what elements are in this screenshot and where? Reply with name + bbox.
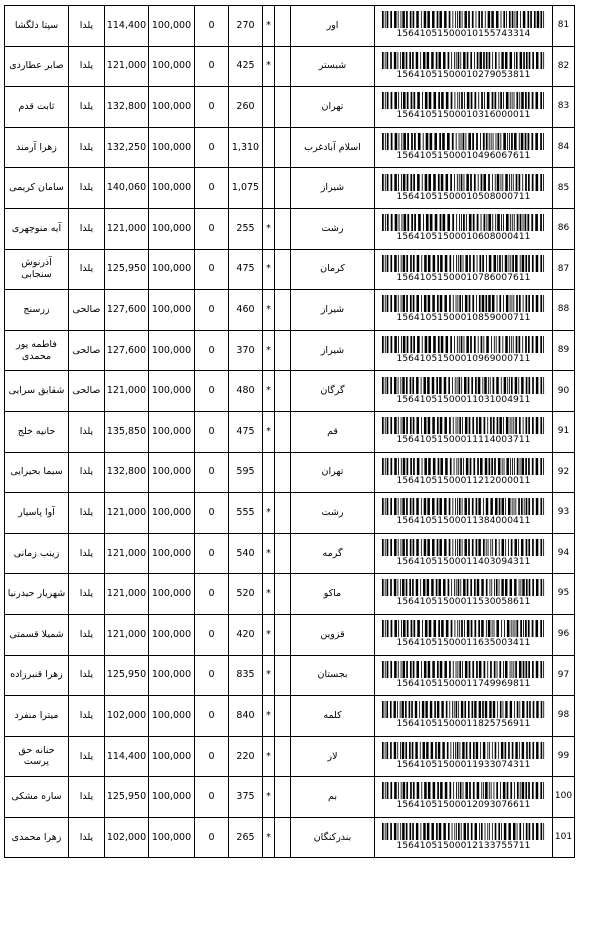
empty-cell	[275, 411, 291, 452]
barcode-number: 15641051500011384000411	[396, 516, 531, 527]
branch-cell: یلدا	[69, 493, 105, 534]
barcode-icon	[382, 92, 546, 109]
extra-fee-cell: 0	[195, 533, 229, 574]
barcode-number: 15641051500011530058611	[396, 597, 531, 608]
extra-fee-cell: 0	[195, 330, 229, 371]
table-row	[5, 493, 575, 534]
recipient-name-cell: حانیه خلج	[5, 411, 69, 452]
barcode-icon	[382, 11, 546, 28]
row-number-cell: 92	[553, 452, 575, 493]
branch-cell: صالحی	[69, 330, 105, 371]
total-amount-cell: 121,000	[105, 533, 149, 574]
destination-city-cell: بندرکنگان	[291, 817, 375, 858]
barcode-cell	[375, 87, 553, 128]
barcode-icon	[382, 458, 546, 475]
recipient-name-cell: آذرنوش سنجابی	[5, 249, 69, 290]
recipient-name-cell: شهریار حیدرنیا	[5, 574, 69, 615]
weight-cell: 460	[229, 290, 263, 331]
recipient-name-cell: فاطمه پور محمدی	[5, 330, 69, 371]
empty-cell	[275, 46, 291, 87]
shipment-sheet	[4, 5, 575, 858]
table-row	[5, 6, 575, 47]
empty-cell	[275, 290, 291, 331]
total-amount-cell: 102,000	[105, 696, 149, 737]
base-amount-cell: 100,000	[149, 696, 195, 737]
weight-cell: 270	[229, 6, 263, 47]
weight-cell: 595	[229, 452, 263, 493]
row-number-cell: 101	[553, 817, 575, 858]
mark-cell: *	[263, 655, 275, 696]
base-amount-cell: 100,000	[149, 533, 195, 574]
weight-cell: 255	[229, 208, 263, 249]
total-amount-cell: 140,060	[105, 168, 149, 209]
barcode-number: 15641051500011114003711	[396, 435, 531, 446]
base-amount-cell: 100,000	[149, 46, 195, 87]
extra-fee-cell: 0	[195, 614, 229, 655]
branch-cell: یلدا	[69, 249, 105, 290]
table-row	[5, 696, 575, 737]
mark-cell: *	[263, 290, 275, 331]
table-row	[5, 777, 575, 818]
barcode-cell	[375, 493, 553, 534]
barcode-icon	[382, 295, 546, 312]
barcode-icon	[382, 742, 546, 759]
barcode-number: 15641051500011031004911	[396, 394, 531, 405]
base-amount-cell: 100,000	[149, 208, 195, 249]
recipient-name-cell: میترا منفرد	[5, 696, 69, 737]
row-number-cell: 86	[553, 208, 575, 249]
barcode-number: 15641051500010786007611	[396, 272, 531, 283]
extra-fee-cell: 0	[195, 87, 229, 128]
base-amount-cell: 100,000	[149, 290, 195, 331]
total-amount-cell: 102,000	[105, 817, 149, 858]
weight-cell: 420	[229, 614, 263, 655]
recipient-name-cell: ساره مشکی	[5, 777, 69, 818]
empty-cell	[275, 696, 291, 737]
base-amount-cell: 100,000	[149, 371, 195, 412]
branch-cell: یلدا	[69, 127, 105, 168]
row-number-cell: 97	[553, 655, 575, 696]
base-amount-cell: 100,000	[149, 249, 195, 290]
weight-cell: 520	[229, 574, 263, 615]
extra-fee-cell: 0	[195, 46, 229, 87]
total-amount-cell: 135,850	[105, 411, 149, 452]
extra-fee-cell: 0	[195, 655, 229, 696]
total-amount-cell: 114,400	[105, 736, 149, 777]
weight-cell: 375	[229, 777, 263, 818]
destination-city-cell: قم	[291, 411, 375, 452]
table-row	[5, 168, 575, 209]
recipient-name-cell: سامان کریمی	[5, 168, 69, 209]
extra-fee-cell: 0	[195, 574, 229, 615]
extra-fee-cell: 0	[195, 817, 229, 858]
destination-city-cell: شیراز	[291, 330, 375, 371]
barcode-number: 15641051500011212000011	[396, 475, 531, 486]
destination-city-cell: رشت	[291, 208, 375, 249]
table-row	[5, 411, 575, 452]
total-amount-cell: 132,800	[105, 87, 149, 128]
extra-fee-cell: 0	[195, 696, 229, 737]
barcode-icon	[382, 255, 546, 272]
total-amount-cell: 125,950	[105, 777, 149, 818]
weight-cell: 475	[229, 411, 263, 452]
barcode-cell	[375, 736, 553, 777]
table-row	[5, 290, 575, 331]
extra-fee-cell: 0	[195, 249, 229, 290]
barcode-icon	[382, 133, 546, 150]
total-amount-cell: 121,000	[105, 208, 149, 249]
weight-cell: 540	[229, 533, 263, 574]
extra-fee-cell: 0	[195, 411, 229, 452]
branch-cell: صالحی	[69, 290, 105, 331]
mark-cell: *	[263, 493, 275, 534]
barcode-number: 15641051500010279053811	[396, 69, 531, 80]
barcode-number: 15641051500011825756911	[396, 719, 531, 730]
branch-cell: یلدا	[69, 168, 105, 209]
barcode-number: 15641051500010608000411	[396, 232, 531, 243]
weight-cell: 370	[229, 330, 263, 371]
barcode-icon	[382, 823, 546, 840]
table-row	[5, 452, 575, 493]
table-row	[5, 249, 575, 290]
mark-cell: *	[263, 330, 275, 371]
destination-city-cell: رشت	[291, 493, 375, 534]
empty-cell	[275, 87, 291, 128]
barcode-cell	[375, 614, 553, 655]
table-row	[5, 655, 575, 696]
recipient-name-cell: آوا پاسیار	[5, 493, 69, 534]
total-amount-cell: 125,950	[105, 655, 149, 696]
mark-cell: *	[263, 249, 275, 290]
destination-city-cell: اسلام آبادغرب	[291, 127, 375, 168]
total-amount-cell: 121,000	[105, 46, 149, 87]
barcode-cell	[375, 696, 553, 737]
barcode-cell	[375, 574, 553, 615]
empty-cell	[275, 208, 291, 249]
shipment-table	[4, 5, 575, 858]
weight-cell: 1,075	[229, 168, 263, 209]
destination-city-cell: بجستان	[291, 655, 375, 696]
base-amount-cell: 100,000	[149, 493, 195, 534]
base-amount-cell: 100,000	[149, 6, 195, 47]
branch-cell: یلدا	[69, 777, 105, 818]
table-row	[5, 46, 575, 87]
mark-cell	[263, 452, 275, 493]
base-amount-cell: 100,000	[149, 736, 195, 777]
empty-cell	[275, 777, 291, 818]
extra-fee-cell: 0	[195, 208, 229, 249]
barcode-number: 15641051500010508000711	[396, 191, 531, 202]
mark-cell: *	[263, 736, 275, 777]
barcode-number: 15641051500010155743314	[396, 29, 531, 40]
table-row	[5, 614, 575, 655]
barcode-icon	[382, 579, 546, 596]
base-amount-cell: 100,000	[149, 87, 195, 128]
barcode-cell	[375, 533, 553, 574]
barcode-icon	[382, 782, 546, 799]
barcode-icon	[382, 620, 546, 637]
barcode-cell	[375, 452, 553, 493]
destination-city-cell: اور	[291, 6, 375, 47]
recipient-name-cell: زهرا قنبرزاده	[5, 655, 69, 696]
total-amount-cell: 121,000	[105, 574, 149, 615]
total-amount-cell: 121,000	[105, 614, 149, 655]
branch-cell: یلدا	[69, 6, 105, 47]
base-amount-cell: 100,000	[149, 127, 195, 168]
empty-cell	[275, 614, 291, 655]
mark-cell: *	[263, 208, 275, 249]
barcode-icon	[382, 214, 546, 231]
table-row	[5, 87, 575, 128]
empty-cell	[275, 817, 291, 858]
destination-city-cell: لار	[291, 736, 375, 777]
weight-cell: 480	[229, 371, 263, 412]
mark-cell: *	[263, 696, 275, 737]
branch-cell: یلدا	[69, 736, 105, 777]
row-number-cell: 89	[553, 330, 575, 371]
branch-cell: یلدا	[69, 533, 105, 574]
total-amount-cell: 121,000	[105, 493, 149, 534]
weight-cell: 555	[229, 493, 263, 534]
extra-fee-cell: 0	[195, 6, 229, 47]
row-number-cell: 88	[553, 290, 575, 331]
table-row	[5, 208, 575, 249]
barcode-cell	[375, 249, 553, 290]
total-amount-cell: 127,600	[105, 330, 149, 371]
barcode-cell	[375, 777, 553, 818]
empty-cell	[275, 127, 291, 168]
mark-cell: *	[263, 614, 275, 655]
row-number-cell: 98	[553, 696, 575, 737]
row-number-cell: 84	[553, 127, 575, 168]
mark-cell	[263, 87, 275, 128]
mark-cell	[263, 168, 275, 209]
row-number-cell: 90	[553, 371, 575, 412]
mark-cell: *	[263, 574, 275, 615]
row-number-cell: 95	[553, 574, 575, 615]
total-amount-cell: 125,950	[105, 249, 149, 290]
branch-cell: یلدا	[69, 817, 105, 858]
mark-cell: *	[263, 777, 275, 818]
barcode-icon	[382, 539, 546, 556]
barcode-cell	[375, 127, 553, 168]
base-amount-cell: 100,000	[149, 817, 195, 858]
branch-cell: یلدا	[69, 46, 105, 87]
extra-fee-cell: 0	[195, 168, 229, 209]
destination-city-cell: ماکو	[291, 574, 375, 615]
row-number-cell: 100	[553, 777, 575, 818]
row-number-cell: 85	[553, 168, 575, 209]
branch-cell: یلدا	[69, 411, 105, 452]
recipient-name-cell: صابر عطاردی	[5, 46, 69, 87]
barcode-icon	[382, 174, 546, 191]
empty-cell	[275, 6, 291, 47]
table-row	[5, 736, 575, 777]
mark-cell: *	[263, 817, 275, 858]
barcode-cell	[375, 46, 553, 87]
barcode-cell	[375, 371, 553, 412]
branch-cell: یلدا	[69, 696, 105, 737]
weight-cell: 840	[229, 696, 263, 737]
weight-cell: 265	[229, 817, 263, 858]
table-row	[5, 533, 575, 574]
destination-city-cell: کلمه	[291, 696, 375, 737]
empty-cell	[275, 371, 291, 412]
destination-city-cell: شیراز	[291, 168, 375, 209]
empty-cell	[275, 330, 291, 371]
row-number-cell: 82	[553, 46, 575, 87]
total-amount-cell: 132,250	[105, 127, 149, 168]
barcode-number: 15641051500012093076611	[396, 800, 531, 811]
extra-fee-cell: 0	[195, 290, 229, 331]
mark-cell: *	[263, 411, 275, 452]
barcode-icon	[382, 498, 546, 515]
barcode-icon	[382, 661, 546, 678]
base-amount-cell: 100,000	[149, 168, 195, 209]
destination-city-cell: کرمان	[291, 249, 375, 290]
recipient-name-cell: سیما بحیرایی	[5, 452, 69, 493]
table-row	[5, 574, 575, 615]
table-row	[5, 330, 575, 371]
weight-cell: 220	[229, 736, 263, 777]
barcode-number: 15641051500010316000011	[396, 110, 531, 121]
extra-fee-cell: 0	[195, 127, 229, 168]
barcode-number: 15641051500011933074311	[396, 759, 531, 770]
base-amount-cell: 100,000	[149, 655, 195, 696]
branch-cell: یلدا	[69, 87, 105, 128]
base-amount-cell: 100,000	[149, 330, 195, 371]
barcode-icon	[382, 701, 546, 718]
destination-city-cell: شیراز	[291, 290, 375, 331]
recipient-name-cell: زرسنج	[5, 290, 69, 331]
destination-city-cell: گرگان	[291, 371, 375, 412]
barcode-cell	[375, 290, 553, 331]
mark-cell: *	[263, 46, 275, 87]
empty-cell	[275, 736, 291, 777]
empty-cell	[275, 168, 291, 209]
mark-cell	[263, 127, 275, 168]
weight-cell: 260	[229, 87, 263, 128]
recipient-name-cell: شقایق سرایی	[5, 371, 69, 412]
barcode-number: 15641051500011749969811	[396, 678, 531, 689]
empty-cell	[275, 452, 291, 493]
weight-cell: 1,310	[229, 127, 263, 168]
barcode-number: 15641051500011403094311	[396, 556, 531, 567]
destination-city-cell: بم	[291, 777, 375, 818]
barcode-cell	[375, 208, 553, 249]
recipient-name-cell: حنانه حق پرست	[5, 736, 69, 777]
mark-cell: *	[263, 6, 275, 47]
recipient-name-cell: شمیلا قسمتی	[5, 614, 69, 655]
row-number-cell: 87	[553, 249, 575, 290]
recipient-name-cell: زینب زمانی	[5, 533, 69, 574]
total-amount-cell: 127,600	[105, 290, 149, 331]
barcode-cell	[375, 655, 553, 696]
branch-cell: یلدا	[69, 655, 105, 696]
destination-city-cell: تهران	[291, 452, 375, 493]
barcode-icon	[382, 377, 546, 394]
total-amount-cell: 132,800	[105, 452, 149, 493]
base-amount-cell: 100,000	[149, 777, 195, 818]
barcode-number: 15641051500010969000711	[396, 353, 531, 364]
recipient-name-cell: سپتا دلگشا	[5, 6, 69, 47]
row-number-cell: 91	[553, 411, 575, 452]
empty-cell	[275, 249, 291, 290]
row-number-cell: 99	[553, 736, 575, 777]
mark-cell: *	[263, 533, 275, 574]
barcode-cell	[375, 168, 553, 209]
extra-fee-cell: 0	[195, 736, 229, 777]
barcode-icon	[382, 417, 546, 434]
barcode-cell	[375, 6, 553, 47]
table-row	[5, 371, 575, 412]
extra-fee-cell: 0	[195, 452, 229, 493]
destination-city-cell: شبستر	[291, 46, 375, 87]
recipient-name-cell: زهرا محمدی	[5, 817, 69, 858]
barcode-number: 15641051500010496067611	[396, 150, 531, 161]
base-amount-cell: 100,000	[149, 411, 195, 452]
branch-cell: یلدا	[69, 208, 105, 249]
row-number-cell: 94	[553, 533, 575, 574]
recipient-name-cell: زهرا آرمند	[5, 127, 69, 168]
empty-cell	[275, 533, 291, 574]
empty-cell	[275, 655, 291, 696]
extra-fee-cell: 0	[195, 777, 229, 818]
weight-cell: 475	[229, 249, 263, 290]
barcode-number: 15641051500010859000711	[396, 313, 531, 324]
branch-cell: یلدا	[69, 614, 105, 655]
base-amount-cell: 100,000	[149, 614, 195, 655]
weight-cell: 425	[229, 46, 263, 87]
barcode-cell	[375, 817, 553, 858]
empty-cell	[275, 493, 291, 534]
extra-fee-cell: 0	[195, 493, 229, 534]
barcode-icon	[382, 336, 546, 353]
recipient-name-cell: آیه منوچهری	[5, 208, 69, 249]
destination-city-cell: قزوین	[291, 614, 375, 655]
mark-cell: *	[263, 371, 275, 412]
barcode-number: 15641051500012133755711	[396, 841, 531, 852]
barcode-icon	[382, 52, 546, 69]
row-number-cell: 96	[553, 614, 575, 655]
table-row	[5, 127, 575, 168]
recipient-name-cell: ثابت قدم	[5, 87, 69, 128]
row-number-cell: 93	[553, 493, 575, 534]
barcode-number: 15641051500011635003411	[396, 638, 531, 649]
base-amount-cell: 100,000	[149, 452, 195, 493]
total-amount-cell: 121,000	[105, 371, 149, 412]
destination-city-cell: گرمه	[291, 533, 375, 574]
weight-cell: 835	[229, 655, 263, 696]
table-row	[5, 817, 575, 858]
row-number-cell: 81	[553, 6, 575, 47]
extra-fee-cell: 0	[195, 371, 229, 412]
branch-cell: یلدا	[69, 574, 105, 615]
row-number-cell: 83	[553, 87, 575, 128]
empty-cell	[275, 574, 291, 615]
destination-city-cell: تهران	[291, 87, 375, 128]
branch-cell: یلدا	[69, 452, 105, 493]
base-amount-cell: 100,000	[149, 574, 195, 615]
total-amount-cell: 114,400	[105, 6, 149, 47]
barcode-cell	[375, 330, 553, 371]
branch-cell: صالحی	[69, 371, 105, 412]
barcode-cell	[375, 411, 553, 452]
